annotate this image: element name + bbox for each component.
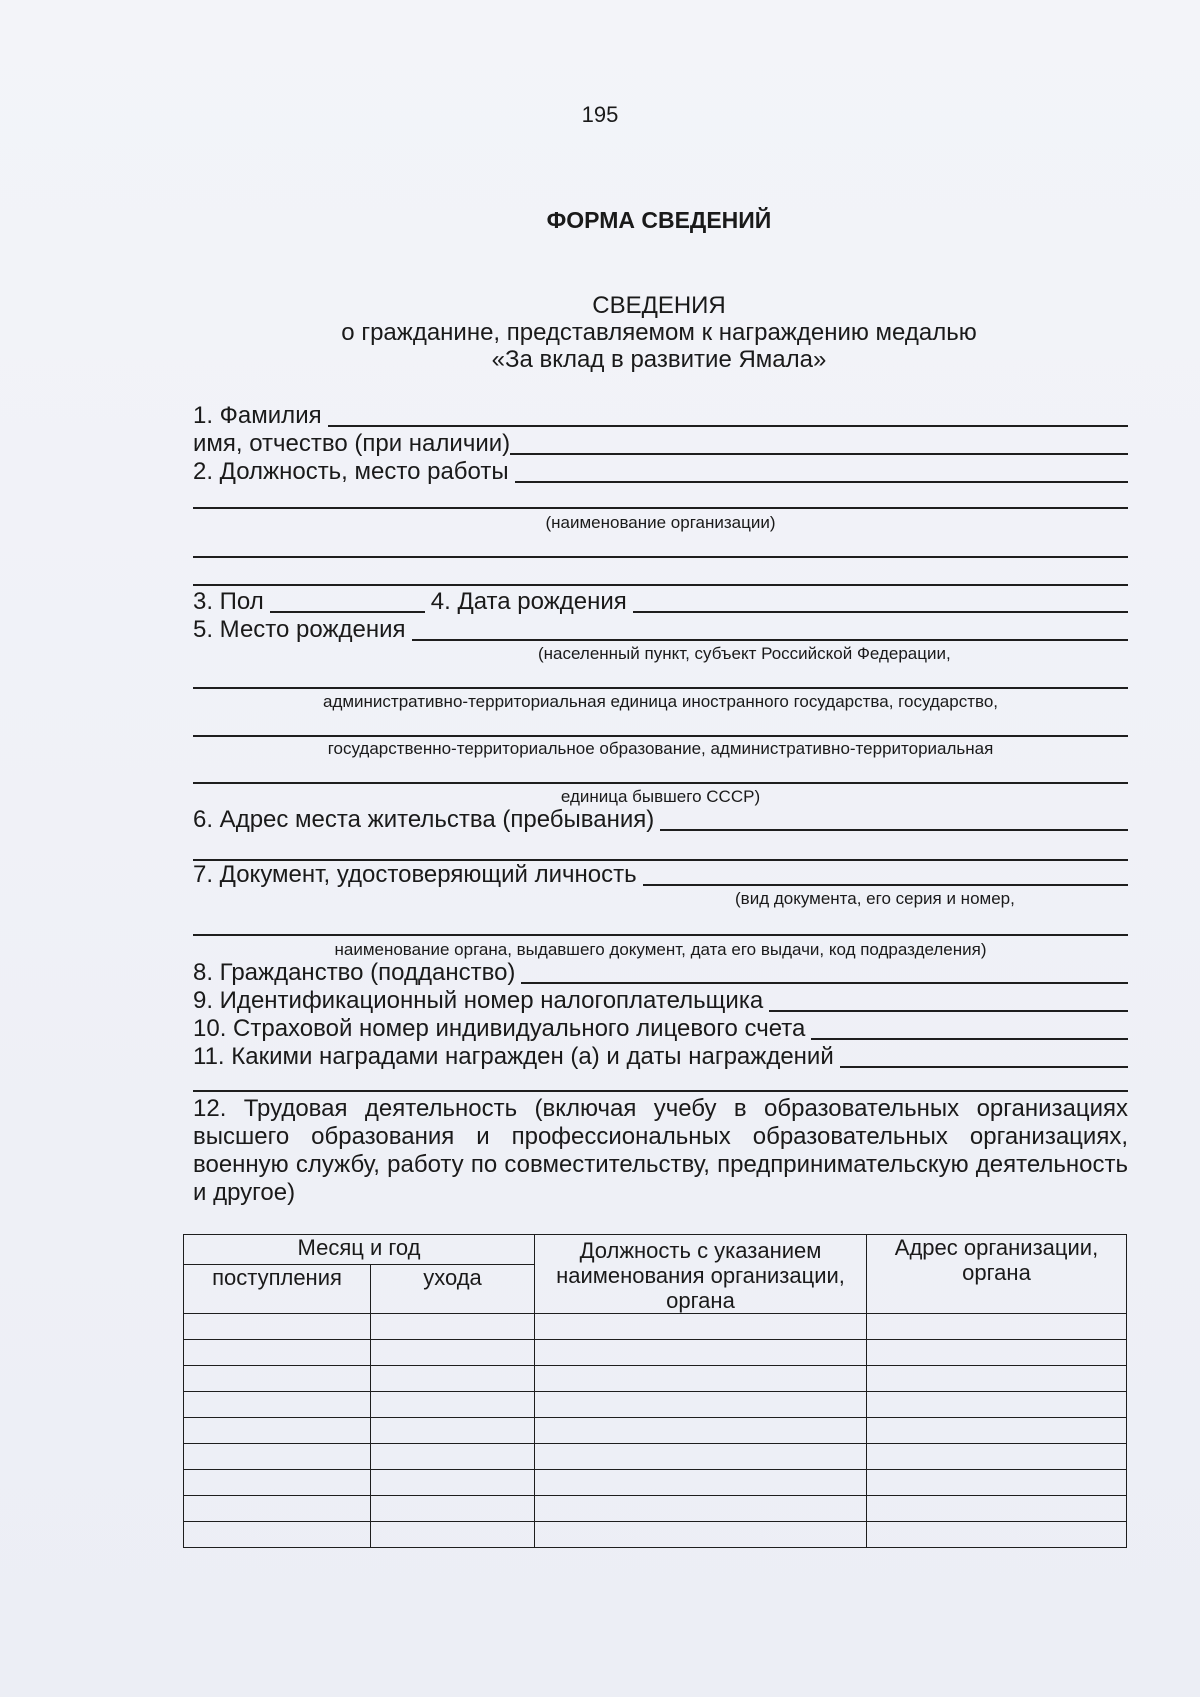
table-cell[interactable] [184,1444,371,1470]
table-cell[interactable] [535,1470,867,1496]
table-cell[interactable] [371,1470,535,1496]
field-surname-blank[interactable] [328,424,1128,427]
table-cell[interactable] [867,1496,1127,1522]
table-cell[interactable] [371,1496,535,1522]
field-work-history-label: 12. Трудовая деятельность (включая учебу в образовательных организациях высшего образования и профессиональных образовательных организациях, военную службу, работу по совместительству, предпринимательскую деятельность и другое) [193,1095,1128,1206]
form-title: ФОРМА СВЕДЕНИЙ [546,207,772,233]
table-cell[interactable] [184,1522,371,1548]
field-snils [193,1015,1128,1043]
field-citizenship [193,959,1128,987]
table-cell[interactable] [867,1522,1127,1548]
col-address: Адрес организации, органа [867,1235,1127,1314]
col-exit: ухода [371,1265,535,1314]
field-inn-label: 9. Идентификационный номер налогоплательщика [193,987,764,1014]
field-awards-line-2[interactable] [193,1090,1128,1092]
table-row [184,1314,1127,1340]
table-cell[interactable] [184,1314,371,1340]
col-entry: поступления [184,1265,371,1314]
field-birthplace [193,616,1128,644]
field-snils-blank[interactable] [811,1037,1128,1040]
field-surname [193,402,1128,430]
table-cell[interactable] [371,1444,535,1470]
field-inn-blank[interactable] [769,1009,1128,1012]
field-awards [193,1043,1128,1071]
field-position [193,458,1128,486]
field-id-document-hint-1: (вид документа, его серия и номер, [735,889,1015,908]
field-birthplace-blank[interactable] [412,638,1128,641]
field-name-label: имя, отчество (при наличии) [193,430,511,457]
field-address-label: 6. Адрес места жительства (пребывания) [193,806,655,833]
table-cell[interactable] [867,1314,1127,1340]
table-row [184,1522,1127,1548]
field-id-document-label: 7. Документ, удостоверяющий личность [193,861,637,888]
field-position-line-3[interactable] [193,556,1128,558]
table-cell[interactable] [184,1366,371,1392]
field-awards-blank[interactable] [840,1065,1128,1068]
table-cell[interactable] [535,1366,867,1392]
col-month-year: Месяц и год [184,1235,535,1265]
field-inn [193,987,1128,1015]
field-address-blank[interactable] [660,828,1128,831]
table-cell[interactable] [184,1340,371,1366]
field-citizenship-blank[interactable] [521,981,1128,984]
field-id-document [193,861,1128,889]
table-cell[interactable] [867,1418,1127,1444]
field-address [193,806,1128,834]
field-id-document-hint-2: наименование органа, выдавшего документ, дата его выдачи, код подразделения) [334,940,987,959]
field-snils-label: 10. Страховой номер индивидуального лицевого счета [193,1015,806,1042]
table-cell[interactable] [371,1418,535,1444]
table-cell[interactable] [184,1392,371,1418]
table-row [184,1392,1127,1418]
table-cell[interactable] [184,1496,371,1522]
field-position-line-2[interactable] [193,507,1128,509]
table-cell[interactable] [867,1444,1127,1470]
form-heading [0,292,1200,373]
field-birthplace-line-4[interactable] [193,782,1128,784]
table-cell[interactable] [535,1496,867,1522]
col-position: Должность с указанием наименования организации, органа [535,1235,867,1314]
field-awards-label: 11. Какими наградами награжден (а) и даты награждений [193,1043,834,1070]
table-cell[interactable] [867,1392,1127,1418]
table-cell[interactable] [867,1340,1127,1366]
table-cell[interactable] [371,1340,535,1366]
field-name [193,430,1128,458]
table-cell[interactable] [867,1470,1127,1496]
field-citizenship-label: 8. Гражданство (подданство) [193,959,516,986]
field-birthplace-hint-1: (населенный пункт, субъект Российской Федерации, [538,644,951,663]
table-row [184,1496,1127,1522]
heading-line-1: СВЕДЕНИЯ [592,292,726,319]
field-position-blank[interactable] [515,480,1128,483]
field-birthplace-line-3[interactable] [193,735,1128,737]
table-cell[interactable] [535,1522,867,1548]
table-row [184,1366,1127,1392]
table-cell[interactable] [371,1392,535,1418]
field-position-hint: (наименование организации) [545,513,776,532]
field-birthdate-label: 4. Дата рождения [430,588,627,615]
table-cell[interactable] [371,1314,535,1340]
table-row [184,1444,1127,1470]
field-sex-birthdate [193,588,1128,616]
field-birthplace-hint-3: государственно-территориальное образование, административно-территориальная [327,739,994,758]
field-birthplace-line-2[interactable] [193,687,1128,689]
table-cell[interactable] [371,1522,535,1548]
heading-line-3: «За вклад в развитие Ямала» [491,346,827,373]
table-row [184,1418,1127,1444]
work-history-table [183,1234,1127,1548]
field-id-document-line-2[interactable] [193,934,1128,936]
table-cell[interactable] [184,1418,371,1444]
table-row [184,1470,1127,1496]
table-cell[interactable] [371,1366,535,1392]
page-number: 195 [581,102,619,127]
field-sex-blank[interactable] [270,610,425,613]
table-cell[interactable] [535,1392,867,1418]
table-cell[interactable] [535,1340,867,1366]
field-birthplace-label: 5. Место рождения [193,616,406,643]
field-birthplace-hint-4: единица бывшего СССР) [560,787,761,806]
work-history-rows [184,1314,1127,1548]
field-name-blank[interactable] [510,452,1128,455]
field-position-line-4[interactable] [193,584,1128,586]
table-cell[interactable] [535,1314,867,1340]
field-birthplace-hint-2: административно-территориальная единица иностранного государства, государство, [322,692,999,711]
heading-line-2: о гражданине, представляемом к награждению медалью [341,319,977,346]
field-id-document-blank[interactable] [643,883,1128,886]
table-cell[interactable] [867,1366,1127,1392]
field-sex-label: 3. Пол [193,588,264,615]
table-cell[interactable] [535,1418,867,1444]
field-birthdate-blank[interactable] [633,610,1128,613]
table-cell[interactable] [184,1470,371,1496]
field-surname-label: 1. Фамилия [193,402,322,429]
table-row [184,1340,1127,1366]
table-cell[interactable] [535,1444,867,1470]
field-position-label: 2. Должность, место работы [193,458,509,485]
